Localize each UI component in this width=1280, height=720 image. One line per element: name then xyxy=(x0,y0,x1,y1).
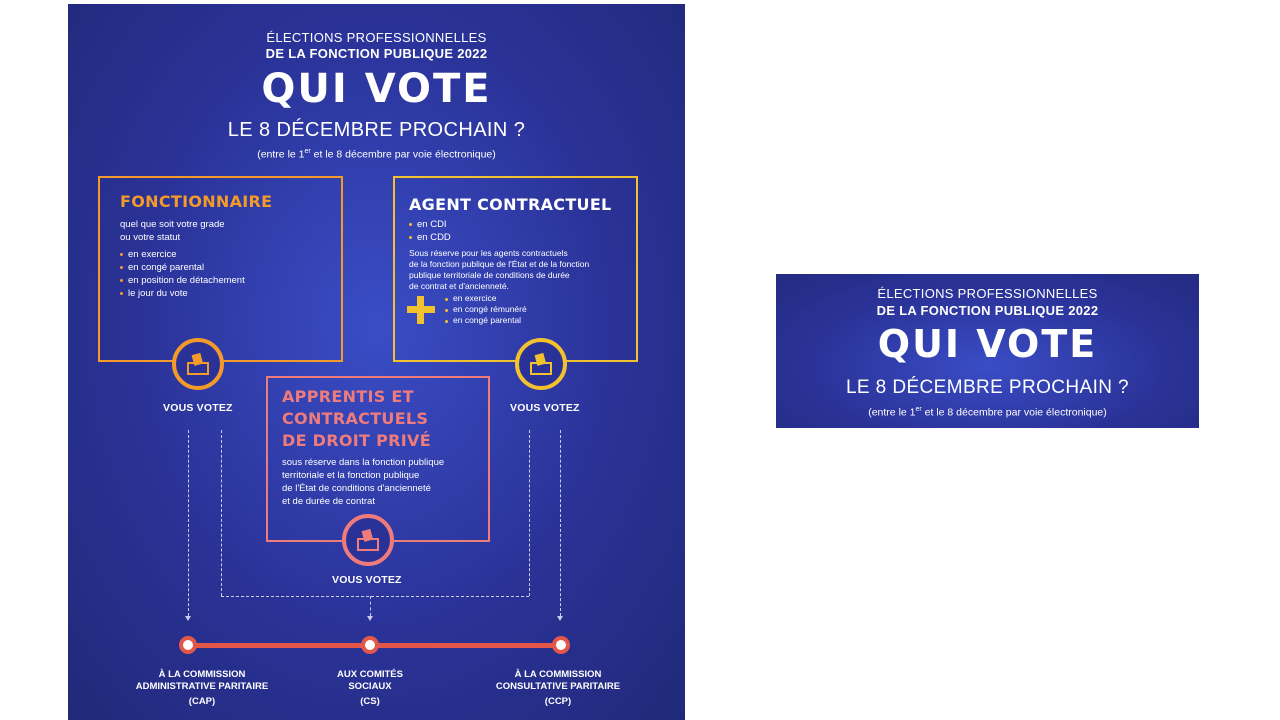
list-item: en congé parental xyxy=(445,315,527,326)
poster xyxy=(68,4,685,720)
timeline-dot xyxy=(179,636,197,654)
apprentis-title-line: CONTRACTUELS xyxy=(282,409,429,428)
agent-pin xyxy=(515,338,567,390)
agent-title: AGENT CONTRACTUEL xyxy=(409,195,612,214)
apprentis-text-line: et de durée de contrat xyxy=(282,496,375,507)
fine-line: publique territoriale de conditions de durée xyxy=(409,270,570,280)
poster-note xyxy=(68,148,685,161)
connector-line xyxy=(221,430,222,596)
ballot-box-icon xyxy=(185,352,211,376)
arrow-icon xyxy=(557,616,563,621)
banner-line1: ÉLECTIONS PROFESSIONNELLES xyxy=(877,286,1098,301)
connector-line xyxy=(188,430,189,616)
fine-line: de la fonction publique de l'État et de la fonction xyxy=(409,259,590,269)
poster-header-line2: DE LA FONCTION PUBLIQUE 2022 xyxy=(265,46,488,61)
destination-line: SOCIAUX xyxy=(348,681,392,692)
apprentis-vote-label: VOUS VOTEZ xyxy=(332,574,402,586)
destination-line: ADMINISTRATIVE PARITAIRE xyxy=(135,681,269,692)
arrow-icon xyxy=(185,616,191,621)
fonctionnaire-box xyxy=(98,176,343,362)
list-item: en exercice xyxy=(120,248,245,261)
agent-plus-text xyxy=(445,293,527,326)
list-item: en CDD xyxy=(409,231,589,244)
connector-line xyxy=(221,596,529,597)
destination-line: À LA COMMISSION xyxy=(158,669,246,680)
agent-list xyxy=(409,218,589,244)
connector-line xyxy=(560,430,561,616)
apprentis-title-line: DE DROIT PRIVÉ xyxy=(282,431,431,450)
fonctionnaire-text xyxy=(120,218,245,300)
destination-ccp xyxy=(460,669,656,708)
fonctionnaire-title: FONCTIONNAIRE xyxy=(120,192,273,211)
apprentis-pin xyxy=(342,514,394,566)
list-item: en congé parental xyxy=(120,261,245,274)
connector-line xyxy=(529,430,530,596)
destination-abbr: (CCP) xyxy=(544,696,572,707)
list-item: en CDI xyxy=(409,218,589,231)
poster-title: QUI VOTE xyxy=(261,66,492,112)
agent-box xyxy=(393,176,638,362)
ballot-box-icon xyxy=(355,528,381,552)
list-item: en congé rémunéré xyxy=(445,304,527,315)
fine-line: Sous réserve pour les agents contractuels xyxy=(409,248,568,258)
connector-line xyxy=(370,596,371,616)
plus-icon xyxy=(407,296,435,324)
agent-fine-print xyxy=(409,248,589,292)
note-text-a: (entre le 1 xyxy=(257,148,305,161)
destination-cap xyxy=(104,669,300,708)
apprentis-title xyxy=(282,386,431,452)
destination-line: AUX COMITÉS xyxy=(337,669,403,680)
list-item: en position de détachement xyxy=(120,274,245,287)
banner-title: QUI VOTE xyxy=(877,322,1098,366)
destination-abbr: (CS) xyxy=(360,696,380,707)
destination-line: À LA COMMISSION xyxy=(514,669,602,680)
poster-subtitle: LE 8 DÉCEMBRE PROCHAIN ? xyxy=(227,119,526,141)
fonctionnaire-intro2: ou votre statut xyxy=(120,232,181,243)
apprentis-text xyxy=(282,456,444,508)
note-sup: er xyxy=(304,148,311,155)
apprentis-text-line: de l'État de conditions d'ancienneté xyxy=(282,483,431,494)
arrow-icon xyxy=(367,616,373,621)
fonctionnaire-list xyxy=(120,248,245,300)
fonctionnaire-pin xyxy=(172,338,224,390)
agent-text xyxy=(409,218,589,292)
list-item-continued xyxy=(120,287,245,300)
ballot-box-icon xyxy=(528,352,554,376)
apprentis-text-line: territoriale et la fonction publique xyxy=(282,470,420,481)
destination-abbr: (CAP) xyxy=(188,696,216,707)
destination-line: CONSULTATIVE PARITAIRE xyxy=(495,681,621,692)
list-item: en exercice xyxy=(445,293,527,304)
note-text-b: et le 8 décembre par voie électronique) xyxy=(310,148,496,161)
poster-header-line1: ÉLECTIONS PROFESSIONNELLES xyxy=(266,30,487,45)
banner xyxy=(776,274,1199,428)
apprentis-title-line: APPRENTIS ET xyxy=(282,387,414,406)
agent-vote-label: VOUS VOTEZ xyxy=(510,402,580,414)
list-item-text: le jour du vote xyxy=(128,288,188,299)
fonctionnaire-intro1: quel que soit votre grade xyxy=(120,219,225,230)
banner-subtitle: LE 8 DÉCEMBRE PROCHAIN ? xyxy=(845,377,1130,398)
timeline-dot xyxy=(552,636,570,654)
note-sup: er xyxy=(915,406,922,413)
timeline-dot xyxy=(361,636,379,654)
banner-line2: DE LA FONCTION PUBLIQUE 2022 xyxy=(876,303,1099,318)
banner-note xyxy=(776,406,1199,419)
note-text-a: (entre le 1 xyxy=(868,406,916,419)
apprentis-text-line: sous réserve dans la fonction publique xyxy=(282,457,445,468)
destination-cs xyxy=(310,669,430,708)
fonctionnaire-vote-label: VOUS VOTEZ xyxy=(163,402,233,414)
fine-line: de contrat et d'ancienneté. xyxy=(409,281,509,291)
note-text-b: et le 8 décembre par voie électronique) xyxy=(921,406,1107,419)
agent-plus-list xyxy=(445,293,527,326)
